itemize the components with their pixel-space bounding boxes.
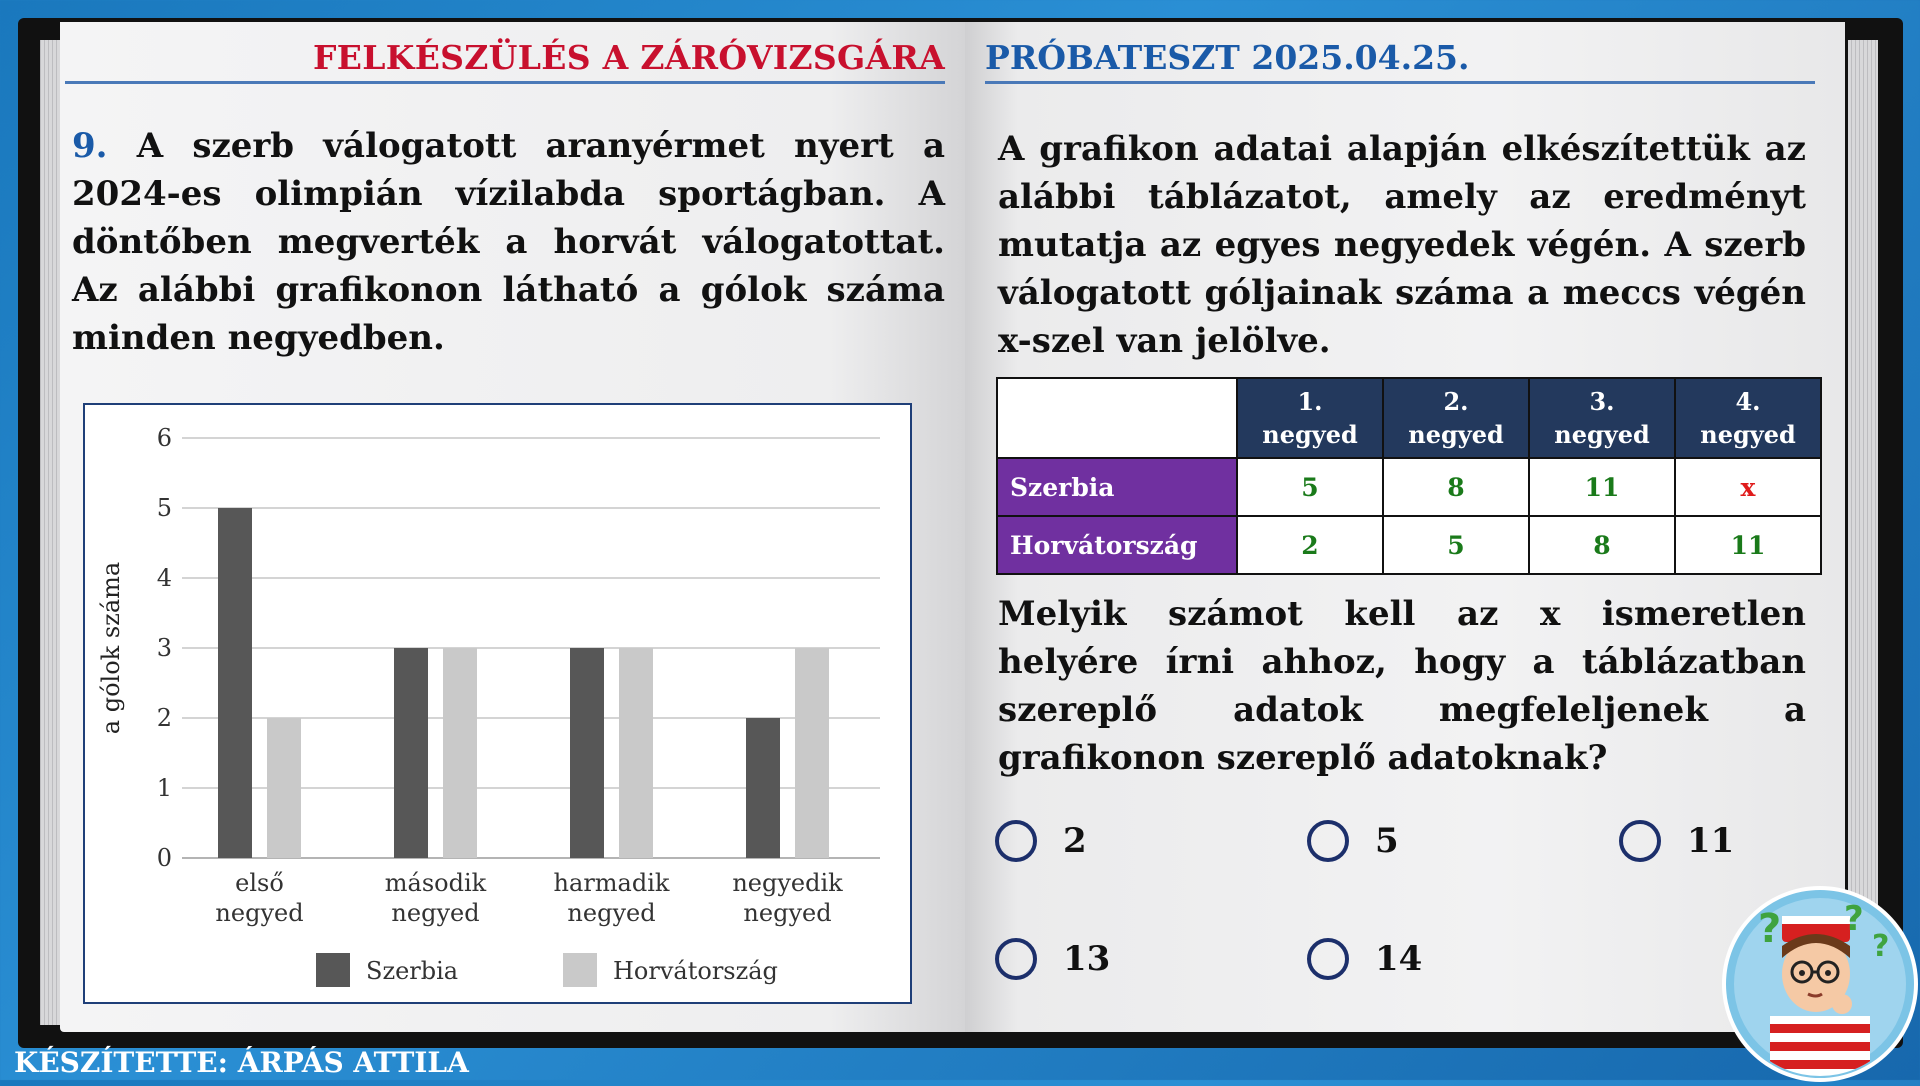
option-14[interactable] xyxy=(1307,938,1422,980)
x-tick-label: negyed xyxy=(567,899,656,927)
y-tick-label: 0 xyxy=(156,844,172,872)
table-row-label-croatia: Horvátország xyxy=(997,516,1237,574)
question-prompt: Melyik számot kell az x ismeretlen helyére írni ahhoz, hogy a táblázatban szereplő adatok megfeleljenek a grafikonon szereplő adatoknak? xyxy=(998,594,1806,778)
thinking-character-avatar xyxy=(1722,886,1918,1082)
option-label: 11 xyxy=(1687,821,1735,861)
radio-circle[interactable] xyxy=(995,938,1037,980)
table-cell: 5 xyxy=(1237,458,1383,516)
table-intro: A grafikon adatai alapján elkészítettük az alábbi táblázatot, amely az eredményt mutatja az egyes negyedek végén. A szerb válogatott góljainak száma a meccs végén x-szel van jelölve. xyxy=(998,129,1806,361)
y-axis-label: a gólok száma xyxy=(97,561,125,735)
table-header-1: 1. negyed xyxy=(1237,378,1383,458)
option-label: 13 xyxy=(1063,939,1111,979)
table-cell: 8 xyxy=(1383,458,1529,516)
legend-swatch-horvátország xyxy=(563,953,597,987)
svg-text:?: ? xyxy=(1844,899,1864,939)
table-header-2: 2. negyed xyxy=(1383,378,1529,458)
svg-text:?: ? xyxy=(1758,906,1782,952)
question-intro xyxy=(72,122,945,362)
bar-horvátország xyxy=(619,648,653,858)
x-tick-label: negyedik xyxy=(732,869,843,897)
x-tick-label: negyed xyxy=(743,899,832,927)
bar-chart xyxy=(85,405,910,1002)
bar-chart-frame xyxy=(83,403,912,1004)
table-cell: 11 xyxy=(1529,458,1675,516)
left-header-title: FELKÉSZÜLÉS A ZÁRÓVIZSGÁRA xyxy=(65,38,945,84)
table-cell: 8 xyxy=(1529,516,1675,574)
table-header-3: 3. negyed xyxy=(1529,378,1675,458)
radio-circle[interactable] xyxy=(1307,938,1349,980)
table-cell-unknown-x: x xyxy=(1675,458,1821,516)
y-tick-label: 2 xyxy=(156,704,172,732)
option-label: 5 xyxy=(1375,821,1399,861)
footer-author: KÉSZÍTETTE: ÁRPÁS ATTILA xyxy=(14,1046,469,1079)
x-tick-label: harmadik xyxy=(553,869,670,897)
bar-szerbia xyxy=(394,648,428,858)
question-intro-text: A szerb válogatott aranyérmet nyert a 2024-es olimpián vízilabda sportágban. A döntőben megverték a horvát válogatottat. Az alábbi grafikonon látható a gólok száma minden negyedben. xyxy=(72,126,945,358)
radio-circle[interactable] xyxy=(1619,820,1661,862)
option-label: 2 xyxy=(1063,821,1087,861)
y-tick-label: 4 xyxy=(156,564,172,592)
table-cell: 11 xyxy=(1675,516,1821,574)
option-5[interactable] xyxy=(1307,820,1399,862)
legend-label: Horvátország xyxy=(613,957,778,985)
question-number: 9. xyxy=(72,126,108,166)
book-right-page-edges xyxy=(1848,40,1878,1025)
score-table xyxy=(996,377,1822,575)
table-cell: 2 xyxy=(1237,516,1383,574)
option-11[interactable] xyxy=(1619,820,1734,862)
x-tick-label: második xyxy=(384,869,487,897)
radio-circle[interactable] xyxy=(995,820,1037,862)
table-corner-cell xyxy=(997,378,1237,458)
option-2[interactable] xyxy=(995,820,1087,862)
y-tick-label: 1 xyxy=(156,774,172,802)
legend-swatch-szerbia xyxy=(316,953,350,987)
bar-horvátország xyxy=(795,648,829,858)
table-cell: 5 xyxy=(1383,516,1529,574)
x-tick-label: negyed xyxy=(215,899,304,927)
y-tick-label: 5 xyxy=(156,494,172,522)
x-tick-label: negyed xyxy=(391,899,480,927)
y-tick-label: 3 xyxy=(156,634,172,662)
option-13[interactable] xyxy=(995,938,1110,980)
bar-horvátország xyxy=(443,648,477,858)
thinking-character-icon xyxy=(1722,886,1918,1082)
bar-szerbia xyxy=(218,508,252,858)
legend-label: Szerbia xyxy=(366,957,459,985)
svg-text:?: ? xyxy=(1872,929,1890,964)
right-header-title: PRÓBATESZT 2025.04.25. xyxy=(985,38,1815,84)
bar-szerbia xyxy=(570,648,604,858)
table-header-4: 4. negyed xyxy=(1675,378,1821,458)
x-tick-label: első xyxy=(235,869,284,897)
y-tick-label: 6 xyxy=(156,424,172,452)
bar-horvátország xyxy=(267,718,301,858)
bar-szerbia xyxy=(746,718,780,858)
table-row-label-serbia: Szerbia xyxy=(997,458,1237,516)
radio-circle[interactable] xyxy=(1307,820,1349,862)
option-label: 14 xyxy=(1375,939,1423,979)
